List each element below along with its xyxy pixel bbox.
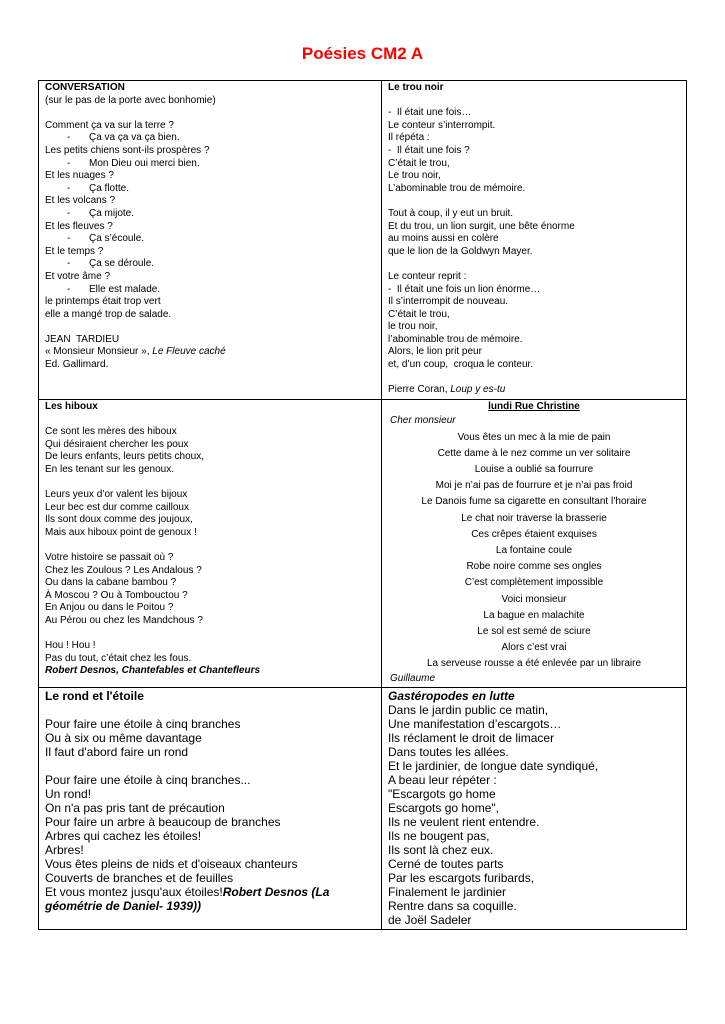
poem-source <box>45 346 375 359</box>
poem-line: Couverts de branches et de feuilles <box>45 871 234 886</box>
poem-line: Ou à six ou même davantage <box>45 731 202 746</box>
poem-trou-noir <box>382 81 687 400</box>
poem-line: Alors, le lion prit peur <box>388 346 482 358</box>
poem-subtitle: (sur le pas de la porte avec bonhomie) <box>45 94 216 106</box>
poem-line: La serveuse rousse a été enlevée par un libraire <box>426 658 642 670</box>
poem-line: Leurs yeux d’or valent les bijoux <box>45 489 188 500</box>
poem-hiboux <box>39 399 382 687</box>
poem-line: A beau leur répéter : <box>388 773 497 788</box>
poem-line: le trou noir, <box>388 321 438 333</box>
poem-lundi <box>382 399 687 687</box>
poem-line: Ils ne bougent pas, <box>388 829 490 844</box>
poem-line: Le conteur reprit : <box>388 270 467 282</box>
author-name: Pierre Coran, <box>388 384 451 396</box>
poem-line: Chez les Zoulous ? Les Andalous ? <box>45 564 202 576</box>
poem-line: - Elle est malade. <box>45 284 375 297</box>
poem-line: Il faut d'abord faire un rond <box>45 745 189 760</box>
poem-line: En les tenant sur les genoux. <box>45 463 174 475</box>
poem-lines <box>388 107 680 371</box>
poem-title: CONVERSATION <box>45 82 125 93</box>
poem-line: Qui désiraient chercher les poux <box>45 438 189 450</box>
poem-lines <box>45 120 375 322</box>
poem-author: JEAN TARDIEU <box>45 333 120 345</box>
table-row <box>39 688 687 930</box>
poem-author: Guillaume <box>390 672 436 684</box>
poem-line: Et du trou, un lion surgit, une bête énorme <box>388 220 575 232</box>
poem-line: - Ça va ça va ça bien. <box>45 132 375 145</box>
poem-line: Ce sont les mères des hiboux <box>45 426 177 438</box>
poem-line: Escargots go home", <box>388 801 499 816</box>
poem-line: Il répéta : <box>388 132 430 144</box>
poem-line: que le lion de la Goldwyn Mayer. <box>388 245 533 257</box>
poem-author <box>388 384 680 397</box>
poem-line: Et le temps ? <box>45 245 104 257</box>
page-title: Poésies CM2 A <box>301 44 424 63</box>
poem-line: Vous êtes un mec à la mie de pain <box>457 431 611 443</box>
poem-line: Et votre âme ? <box>45 270 111 282</box>
poem-lines <box>45 426 375 665</box>
poem-line: au moins aussi en colère <box>388 233 499 245</box>
poem-lines <box>388 703 680 913</box>
poem-publisher: Ed. Gallimard. <box>45 359 109 371</box>
poem-line: Ils sont là chez eux. <box>388 843 494 858</box>
table-row <box>39 399 687 687</box>
poem-line: Louise a oublié sa fourrure <box>474 464 594 476</box>
poem-title: Les hiboux <box>45 400 98 412</box>
poem-line: Le Danois fume sa cigarette en consultant l’horaire <box>421 496 647 508</box>
poem-line: Votre histoire se passait où ? <box>45 551 174 563</box>
poem-line: Le trou noir, <box>388 170 441 182</box>
poem-title: Gastéropodes en lutte <box>388 689 515 704</box>
poem-line: Robe noire comme ses ongles <box>466 561 602 573</box>
poem-line: Au Pérou ou chez les Mandchous ? <box>45 614 203 626</box>
source-title: Le Fleuve caché <box>152 346 226 358</box>
poem-line: Voici monsieur <box>501 593 567 605</box>
poem-line: Mais aux hiboux point de genoux ! <box>45 526 197 538</box>
poem-line: Cerné de toutes parts <box>388 857 504 872</box>
poem-line: Alors c’est vrai <box>501 642 567 654</box>
poem-line: À Moscou ? Ou à Tombouctou ? <box>45 589 188 601</box>
poem-lines <box>388 430 680 673</box>
poem-line: Et le jardinier, de longue date syndiqué, <box>388 759 599 774</box>
author-line-2: géométrie de Daniel- 1939)) <box>45 899 202 914</box>
poem-line: Pour faire un arbre à beaucoup de branches <box>45 815 281 830</box>
poem-line: L’abominable trou de mémoire. <box>388 182 526 194</box>
poem-line: Moi je n’ai pas de fourrure et je n’ai pas froid <box>435 480 633 492</box>
poem-line: Ils sont doux comme des joujoux, <box>45 514 193 526</box>
poem-lines <box>45 717 375 885</box>
poem-line: elle a mangé trop de salade. <box>45 308 172 320</box>
poem-line: Un rond! <box>45 787 92 802</box>
poem-title: Le rond et l'étoile <box>45 689 144 704</box>
poem-line: Comment ça va sur la terre ? <box>45 119 174 131</box>
poem-last-line <box>45 885 375 899</box>
poem-title: Le trou noir <box>388 82 444 93</box>
poem-title: lundi Rue Christine <box>488 400 580 412</box>
poem-line: et, d’un coup, croqua le conteur. <box>388 359 534 371</box>
author-work: Loup y es-tu <box>450 384 506 396</box>
poem-line: Ils réclament le droit de limacer <box>388 731 555 746</box>
poem-line: Une manifestation d’escargots… <box>388 717 562 732</box>
poem-line: Pour faire une étoile à cinq branches... <box>45 773 251 788</box>
last-line-text: Et vous montez jusqu'aux étoiles! <box>45 885 223 900</box>
poem-line: l’abominable trou de mémoire. <box>388 333 523 345</box>
table-row <box>39 81 687 400</box>
poem-line: - Il était une fois ? <box>388 144 470 156</box>
poem-line: Le sol est semé de sciure <box>477 626 591 638</box>
poem-line: C’était le trou, <box>388 308 450 320</box>
poem-line: "Escargots go home <box>388 787 496 802</box>
poem-line: Dans le jardin public ce matin, <box>388 703 549 718</box>
poem-line: Arbres qui cachez les étoiles! <box>45 829 202 844</box>
poem-line: - Ça flotte. <box>45 183 375 196</box>
poem-line: le printemps était trop vert <box>45 296 161 308</box>
poems-table <box>38 80 687 930</box>
poem-line: - Ça s’écoule. <box>45 233 375 246</box>
poem-line: La bague en malachite <box>483 609 585 621</box>
poem-line: Hou ! Hou ! <box>45 640 96 652</box>
poem-author: de Joël Sadeler <box>388 913 472 928</box>
poem-line: De leurs enfants, leurs petits choux, <box>45 451 204 463</box>
poem-line: Pas du tout, c’était chez les fous. <box>45 652 192 664</box>
poem-author: Robert Desnos, Chantefables et Chantefleurs <box>45 665 261 677</box>
poem-line: Pour faire une étoile à cinq branches <box>45 717 241 732</box>
poem-line: Le chat noir traverse la brasserie <box>461 512 607 524</box>
poem-line: Ils ne veulent rient entendre. <box>388 815 540 830</box>
poem-line: Il s’interrompit de nouveau. <box>388 296 509 308</box>
poem-opening: Cher monsieur <box>390 415 456 427</box>
poem-line: - Il était une fois un lion énorme… <box>388 283 541 295</box>
poem-line: - Ça se déroule. <box>45 258 375 271</box>
poem-gasteropodes <box>382 688 687 930</box>
poem-line: Les petits chiens sont-ils prospères ? <box>45 144 210 156</box>
poem-line: Ou dans la cabane bambou ? <box>45 577 177 589</box>
poem-line: - Il était une fois… <box>388 107 472 119</box>
poem-line: Et les nuages ? <box>45 170 114 182</box>
poem-line: Leur bec est dur comme cailloux <box>45 501 189 513</box>
poem-line: C’est complètement impossible <box>464 577 604 589</box>
poem-line: C’était le trou, <box>388 157 450 169</box>
poem-line: La fontaine coule <box>495 545 573 557</box>
poem-line: Et les volcans ? <box>45 195 116 207</box>
poem-line: Vous êtes pleins de nids et d'oiseaux chanteurs <box>45 857 298 872</box>
poem-line: Ces crêpes étaient exquises <box>471 528 597 540</box>
author-line-1: Robert Desnos (La <box>222 885 330 900</box>
poem-conversation <box>39 81 382 400</box>
poem-line: Arbres! <box>45 843 84 858</box>
poem-line: Finalement le jardinier <box>388 885 507 900</box>
poem-line: - Ça mijote. <box>45 208 375 221</box>
poem-rond-etoile <box>39 688 382 930</box>
source-prefix: « Monsieur Monsieur », <box>45 346 153 358</box>
poem-line: En Anjou ou dans le Poitou ? <box>45 602 174 614</box>
poem-line: Cette dame à le nez comme un ver solitaire <box>437 447 631 459</box>
poem-line: - Mon Dieu oui merci bien. <box>45 158 375 171</box>
poem-line: Dans toutes les allées. <box>388 745 509 760</box>
poem-line: Et les fleuves ? <box>45 220 113 232</box>
poem-line: Par les escargots furibards, <box>388 871 535 886</box>
poem-line: Le conteur s’interrompit. <box>388 119 496 131</box>
poem-line: On n'a pas pris tant de précaution <box>45 801 225 816</box>
poem-line: Tout à coup, il y eut un bruit. <box>388 207 514 219</box>
poem-line: Rentre dans sa coquille. <box>388 899 517 914</box>
